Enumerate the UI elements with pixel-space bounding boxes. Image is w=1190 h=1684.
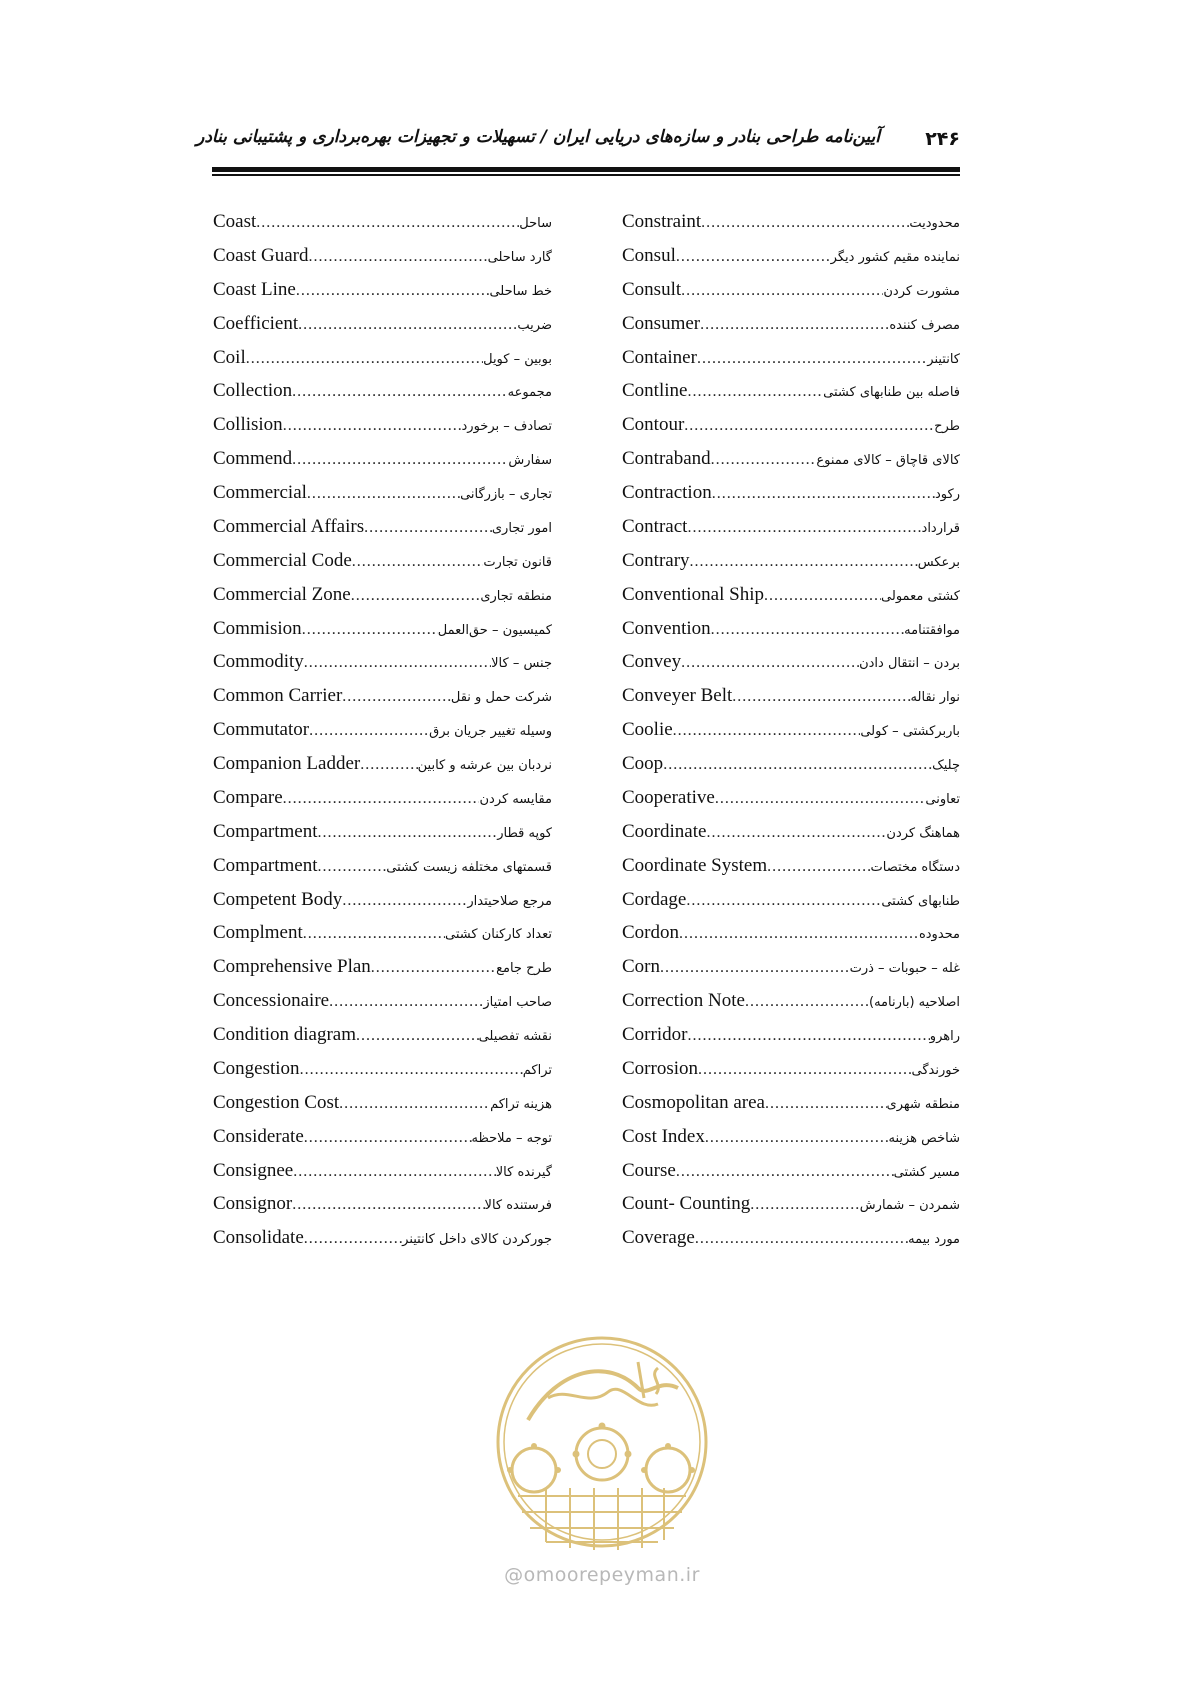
- dot-leader: [750, 1196, 860, 1214]
- glossary-meaning: کمیسیون – حق‌العمل: [437, 622, 552, 638]
- glossary-meaning: مشورت کردن: [883, 283, 960, 299]
- glossary-entry: [622, 651, 960, 685]
- glossary-meaning: نوار نقاله: [910, 690, 960, 706]
- dot-leader: [715, 790, 926, 808]
- glossary-meaning: برعکس: [917, 554, 960, 570]
- glossary-term: Commercial Code: [213, 549, 352, 571]
- glossary-meaning: سفارش: [508, 453, 552, 469]
- dot-leader: [705, 1129, 889, 1147]
- glossary-meaning: تراکم: [522, 1062, 552, 1078]
- glossary-entry: [213, 550, 552, 584]
- glossary-meaning: کشتی معمولی: [881, 588, 960, 604]
- dot-leader: [364, 519, 492, 537]
- glossary-term: Compare: [213, 786, 283, 808]
- glossary-term: Commercial Zone: [213, 583, 351, 605]
- glossary-entry: [622, 1126, 960, 1160]
- glossary-entry: [622, 1227, 960, 1261]
- glossary-meaning: غله – حبوبات – ذرت: [849, 961, 960, 977]
- glossary-term: Cordage: [622, 888, 687, 910]
- glossary-entry: [213, 685, 552, 719]
- glossary-meaning: نقشه تفصیلی: [478, 1029, 552, 1044]
- glossary-term: Competent Body: [213, 888, 343, 910]
- glossary-meaning: مورد بیمه: [908, 1232, 960, 1248]
- glossary-term: Corn: [622, 956, 660, 978]
- glossary-term: Considerate: [213, 1125, 304, 1147]
- glossary-meaning: تجاری – بازرگانی: [460, 487, 552, 502]
- dot-leader: [317, 824, 497, 842]
- dot-leader: [300, 1061, 523, 1079]
- dot-leader: [307, 485, 460, 503]
- glossary-term: Container: [622, 346, 697, 368]
- dot-leader: [681, 282, 883, 300]
- glossary-entry: [622, 685, 960, 719]
- dot-leader: [283, 417, 462, 435]
- glossary-entry: [622, 618, 960, 652]
- glossary-entry: [213, 279, 552, 313]
- glossary-meaning: توجه – ملاحظه: [471, 1130, 552, 1146]
- glossary-meaning: جورکردن کالای داخل کانتینر: [402, 1232, 552, 1248]
- glossary-entry: [622, 448, 960, 482]
- dot-leader: [304, 1129, 472, 1147]
- glossary-term: Consult: [622, 278, 682, 300]
- dot-leader: [676, 1163, 894, 1181]
- dot-leader: [304, 1230, 402, 1248]
- glossary-meaning: مصرف کننده: [889, 317, 960, 333]
- glossary-entry: [622, 889, 960, 923]
- glossary-term: Contraband: [622, 448, 711, 470]
- glossary-entry: [622, 990, 960, 1024]
- glossary-meaning: مرجع صلاحیتدار: [467, 893, 552, 909]
- glossary-entry: [213, 787, 552, 821]
- glossary-term: Collection: [213, 380, 293, 402]
- page-header: [196, 126, 960, 156]
- glossary-term: Count- Counting: [622, 1193, 751, 1215]
- glossary-meaning: مقایسه کردن: [479, 791, 552, 807]
- glossary-meaning: کوپه قطار: [497, 825, 552, 841]
- glossary-meaning: راهرو: [929, 1029, 960, 1044]
- glossary-meaning: ساحل: [519, 216, 552, 231]
- glossary-entry: [213, 1058, 552, 1092]
- glossary-entry: [213, 482, 552, 516]
- glossary-entry: [213, 821, 552, 855]
- glossary-entry: [622, 1024, 960, 1058]
- dot-leader: [371, 959, 496, 977]
- glossary-entry: [213, 1126, 552, 1160]
- dot-leader: [351, 587, 481, 605]
- glossary-entry: [213, 1024, 552, 1058]
- glossary-term: Commercial Affairs: [213, 515, 365, 537]
- dot-leader: [767, 858, 870, 876]
- glossary-term: Contrary: [622, 549, 690, 571]
- glossary-term: Coordinate: [622, 820, 707, 842]
- glossary-meaning: تعداد کارکنان کشتی: [445, 927, 552, 943]
- glossary-meaning: قسمتهای مختلفه زیست کشتی: [386, 859, 552, 875]
- glossary-term: Congestion: [213, 1057, 300, 1079]
- glossary-entry: [213, 719, 552, 753]
- dot-leader: [679, 925, 919, 943]
- glossary-meaning: هزینه تراکم: [490, 1096, 552, 1112]
- glossary-meaning: جنس – کالا: [491, 656, 552, 672]
- glossary-entry: [622, 956, 960, 990]
- glossary-term: Consignor: [213, 1193, 293, 1215]
- glossary-entry: [622, 584, 960, 618]
- glossary-term: Compartment: [213, 820, 318, 842]
- glossary-meaning: فاصله بین طنابهای کشتی: [823, 385, 960, 401]
- glossary-entry: [622, 279, 960, 313]
- glossary-term: Coefficient: [213, 312, 299, 334]
- glossary-meaning: ضریب: [517, 317, 552, 333]
- glossary-meaning: شاخص هزینه: [888, 1130, 960, 1146]
- page-number: ۲۴۶: [925, 128, 960, 150]
- dot-leader: [304, 654, 491, 672]
- glossary-term: Commercial: [213, 482, 307, 503]
- glossary-term: Common Carrier: [213, 685, 343, 707]
- glossary-term: Commision: [213, 617, 302, 639]
- glossary-left-column: [213, 211, 552, 1261]
- glossary-meaning: شمردن – شمارش: [859, 1198, 960, 1214]
- glossary-meaning: فرستنده کالا: [484, 1198, 552, 1214]
- dot-leader: [687, 383, 823, 401]
- dot-leader: [765, 1095, 887, 1113]
- dot-leader: [681, 654, 859, 672]
- glossary-meaning: تعاونی: [925, 791, 960, 807]
- glossary-term: Commodity: [213, 651, 304, 673]
- dot-leader: [706, 824, 886, 842]
- glossary-term: Conventional Ship: [622, 583, 764, 605]
- running-title: آیین‌نامه طراحی بنادر و سازه‌های دریایی ایران / تسهیلات و تجهیزات بهره‌برداری و پشتیبانی بنادر: [196, 127, 880, 147]
- glossary-entry: [622, 1092, 960, 1126]
- dot-leader: [246, 350, 483, 368]
- glossary-entry: [622, 821, 960, 855]
- dot-leader: [711, 451, 817, 469]
- dot-leader: [342, 892, 467, 910]
- glossary-entry: [213, 211, 552, 245]
- glossary-entry: [622, 922, 960, 956]
- glossary-entry: [622, 245, 960, 279]
- dot-leader: [764, 587, 881, 605]
- glossary-meaning: بردن – انتقال دادن: [859, 656, 960, 672]
- glossary-meaning: وسیله تغییر جریان برق: [429, 724, 552, 740]
- dot-leader: [686, 892, 881, 910]
- header-rule-thin: [212, 174, 960, 176]
- glossary-term: Commend: [213, 448, 293, 470]
- glossary-term: Contline: [622, 380, 688, 402]
- glossary-meaning: شرکت حمل و نقل: [450, 690, 552, 706]
- glossary-entry: [213, 651, 552, 685]
- glossary-term: Corrosion: [622, 1057, 698, 1079]
- glossary-term: Course: [622, 1159, 676, 1181]
- glossary-entry: [622, 855, 960, 889]
- glossary-entry: [622, 313, 960, 347]
- glossary-meaning: نماینده مقیم کشور دیگر: [830, 249, 960, 265]
- dot-leader: [690, 553, 918, 571]
- dot-leader: [660, 959, 850, 977]
- glossary-meaning: خط ساحلی: [489, 283, 552, 299]
- glossary-meaning: طرح: [934, 419, 960, 435]
- dot-leader: [698, 1061, 912, 1079]
- glossary-entry: [213, 922, 552, 956]
- glossary-term: Cordon: [622, 922, 679, 944]
- glossary-meaning: مسیر کشتی: [893, 1164, 960, 1180]
- glossary-meaning: منطقه تجاری: [480, 588, 552, 604]
- glossary-meaning: خورندگی: [911, 1062, 960, 1078]
- glossary-term: Corridor: [622, 1024, 688, 1045]
- glossary-meaning: امور تجاری: [491, 520, 552, 536]
- dot-leader: [352, 553, 484, 571]
- glossary-term: Comprehensive Plan: [213, 956, 371, 978]
- dot-leader: [697, 350, 927, 368]
- dot-leader: [292, 451, 508, 469]
- dot-leader: [309, 248, 488, 266]
- glossary-entry: [213, 347, 552, 381]
- glossary-meaning: بوبین – کویل: [483, 351, 552, 367]
- glossary-term: Contract: [622, 515, 688, 537]
- dot-leader: [663, 756, 932, 774]
- glossary-entry: [213, 516, 552, 550]
- dot-leader: [293, 1163, 496, 1181]
- glossary-entry: [622, 1058, 960, 1092]
- glossary-term: Coast Guard: [213, 244, 309, 266]
- glossary-entry: [213, 1092, 552, 1126]
- glossary-entry: [213, 414, 552, 448]
- glossary-meaning: گارد ساحلی: [487, 249, 552, 265]
- glossary-meaning: موافقتنامه: [904, 622, 960, 638]
- glossary-term: Coil: [213, 346, 246, 368]
- dot-leader: [695, 1230, 908, 1248]
- header-rule-thick: [212, 167, 960, 172]
- glossary-term: Companion Ladder: [213, 753, 361, 774]
- glossary-entry: [213, 753, 552, 787]
- glossary-term: Contour: [622, 414, 685, 436]
- glossary-term: Correction Note: [622, 990, 745, 1012]
- dot-leader: [711, 621, 905, 639]
- glossary-meaning: کانتینر: [927, 351, 960, 367]
- glossary-meaning: قانون تجارت: [483, 554, 552, 570]
- dot-leader: [356, 1027, 479, 1045]
- glossary-entry: [622, 347, 960, 381]
- dot-leader: [712, 485, 935, 503]
- dot-leader: [684, 417, 934, 435]
- glossary-entry: [213, 584, 552, 618]
- glossary-entry: [213, 313, 552, 347]
- glossary-entry: [213, 1193, 552, 1227]
- glossary-meaning: قرارداد: [921, 520, 960, 536]
- glossary-term: Coolie: [622, 719, 673, 741]
- dot-leader: [732, 688, 910, 706]
- dot-leader: [309, 722, 429, 740]
- glossary-entry: [622, 1160, 960, 1194]
- glossary-meaning: محدودیت: [909, 216, 960, 231]
- glossary-term: Collision: [213, 414, 283, 436]
- glossary-meaning: چلیک: [932, 758, 960, 773]
- glossary-meaning: محدوده: [918, 927, 960, 943]
- glossary-term: Consolidate: [213, 1227, 304, 1249]
- glossary-entry: [213, 380, 552, 414]
- glossary-term: Condition diagram: [213, 1024, 357, 1045]
- dot-leader: [283, 790, 480, 808]
- glossary-term: Cosmopolitan area: [622, 1091, 765, 1113]
- glossary-meaning: نردبان بین عرشه و کابین: [417, 758, 552, 773]
- glossary-entry: [622, 414, 960, 448]
- glossary-term: Consignee: [213, 1159, 294, 1181]
- glossary-term: Coop: [622, 753, 664, 774]
- glossary-entry: [622, 550, 960, 584]
- glossary-entry: [213, 855, 552, 889]
- glossary-meaning: رکود: [935, 487, 960, 502]
- glossary-meaning: اصلاحیه (بارنامه): [869, 995, 960, 1011]
- glossary-meaning: دستگاه مختصات: [870, 859, 960, 875]
- glossary-term: Conveyer Belt: [622, 685, 733, 707]
- glossary-entry: [622, 753, 960, 787]
- dot-leader: [342, 688, 451, 706]
- dot-leader: [687, 1027, 929, 1045]
- dot-leader: [687, 519, 921, 537]
- dot-leader: [360, 756, 417, 774]
- glossary-term: Consul: [622, 244, 676, 266]
- dot-leader: [296, 282, 490, 300]
- glossary-meaning: تصادف – برخورد: [461, 419, 552, 435]
- glossary-meaning: کالای قاچاق – کالای ممنوع: [816, 453, 960, 469]
- glossary-meaning: صاحب امتیاز: [483, 995, 552, 1011]
- logo-emblem-icon: [488, 1328, 716, 1556]
- glossary-entry: [622, 1193, 960, 1227]
- glossary-entry: [622, 482, 960, 516]
- glossary-term: Concessionaire: [213, 990, 330, 1012]
- glossary-term: Coast Line: [213, 278, 296, 300]
- glossary-entry: [622, 787, 960, 821]
- glossary-term: Convention: [622, 617, 711, 639]
- glossary-right-column: [622, 211, 960, 1261]
- dot-leader: [317, 858, 386, 876]
- glossary-meaning: گیرنده کالا: [495, 1164, 552, 1180]
- dot-leader: [673, 722, 861, 740]
- dot-leader: [700, 316, 889, 334]
- glossary-meaning: هماهنگ کردن: [886, 825, 960, 841]
- glossary-meaning: طنابهای کشتی: [881, 893, 960, 909]
- glossary-entry: [213, 889, 552, 923]
- glossary-entry: [213, 956, 552, 990]
- dot-leader: [676, 248, 831, 266]
- dot-leader: [329, 993, 483, 1011]
- glossary-term: Cooperative: [622, 786, 715, 808]
- glossary-meaning: مجموعه: [507, 385, 552, 401]
- glossary-entry: [213, 245, 552, 279]
- glossary-term: Coast: [213, 211, 257, 232]
- dot-leader: [256, 214, 519, 232]
- glossary-term: Cost Index: [622, 1125, 705, 1147]
- glossary-term: Commutator: [213, 719, 310, 741]
- glossary-term: Complment: [213, 922, 303, 944]
- watermark-logo: [488, 1328, 716, 1598]
- glossary-entry: [622, 211, 960, 245]
- glossary-entry: [622, 380, 960, 414]
- glossary-meaning: باربرکشتی – کولی: [860, 724, 960, 740]
- dot-leader: [292, 383, 508, 401]
- glossary-entry: [213, 448, 552, 482]
- glossary-entry: [622, 516, 960, 550]
- glossary-entry: [213, 1160, 552, 1194]
- glossary-entry: [213, 990, 552, 1024]
- glossary-meaning: منطقه شهری: [886, 1096, 960, 1112]
- dot-leader: [302, 621, 438, 639]
- dot-leader: [298, 316, 517, 334]
- glossary-entry: [213, 618, 552, 652]
- glossary-term: Coverage: [622, 1227, 695, 1249]
- glossary-term: Contraction: [622, 482, 712, 503]
- glossary-term: Congestion Cost: [213, 1091, 340, 1113]
- dot-leader: [339, 1095, 490, 1113]
- glossary-meaning: طرح جامع: [496, 961, 552, 977]
- glossary-term: Coordinate System: [622, 854, 768, 876]
- dot-leader: [701, 214, 909, 232]
- dot-leader: [303, 925, 445, 943]
- glossary-entry: [213, 1227, 552, 1261]
- glossary-term: Constraint: [622, 211, 702, 232]
- dot-leader: [292, 1196, 484, 1214]
- watermark-site-text: @omoorepeyman.ir: [504, 1564, 700, 1586]
- dot-leader: [745, 993, 869, 1011]
- glossary-term: Convey: [622, 651, 682, 673]
- glossary-entry: [622, 719, 960, 753]
- glossary-term: Consumer: [622, 312, 701, 334]
- glossary-term: Compartment: [213, 854, 318, 876]
